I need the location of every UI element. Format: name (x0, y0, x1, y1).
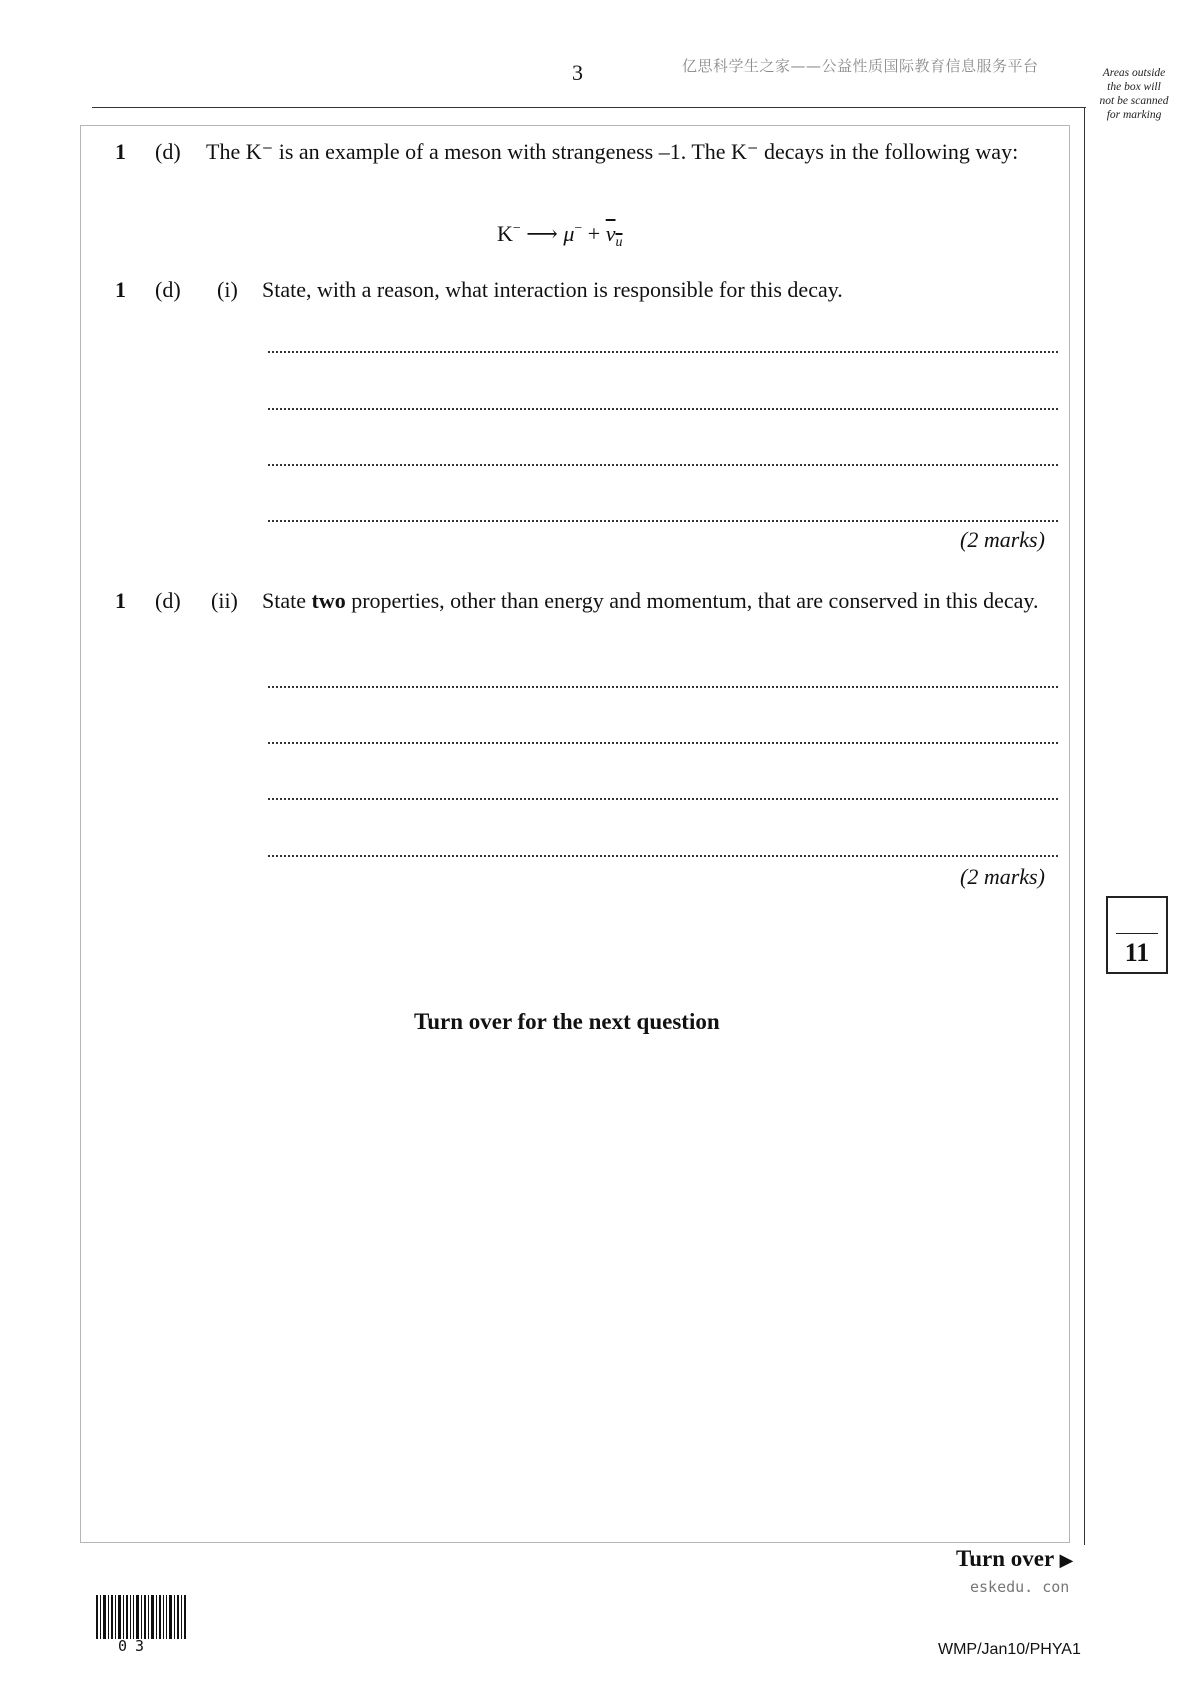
margin-note-line: the box will (1107, 81, 1161, 93)
turn-over-label (956, 1546, 1073, 1572)
turn-over-arrow-icon: ▶ (1059, 1550, 1074, 1570)
answer-line[interactable] (268, 742, 1058, 744)
answer-line[interactable] (268, 520, 1058, 522)
neutrino-subscript: u (615, 235, 623, 250)
question-text-part: properties, other than energy and momentum, that are conserved in this decay. (345, 588, 1039, 613)
marks-label: (2 marks) (960, 864, 1045, 889)
intro-text: The K⁻ is an example of a meson with strangeness –1. The K⁻ decays in the following way: (206, 139, 1019, 164)
marks-label: (2 marks) (960, 527, 1045, 552)
margin-note (1090, 66, 1178, 122)
margin-note-line: for marking (1106, 109, 1162, 121)
paper-code: WMP/Jan10/PHYA1 (938, 1641, 1081, 1658)
margin-note-line: not be scanned (1099, 95, 1169, 107)
score-total: 11 (1124, 938, 1150, 967)
kaon-charge: − (512, 221, 521, 236)
score-box-line (1116, 933, 1158, 934)
question-number: 1 (115, 139, 126, 164)
question-subpart: (ii) (211, 588, 238, 613)
barcode-digits: 03 (118, 1637, 153, 1655)
site-watermark: eskedu. con (970, 1578, 1070, 1596)
answer-line[interactable] (268, 408, 1058, 410)
decay-equation (497, 221, 622, 251)
question-text (262, 587, 1058, 615)
answer-line[interactable] (268, 351, 1058, 353)
top-rule (92, 107, 1086, 108)
watermark-text: 亿思科学生之家——公益性质国际教育信息服务平台 (682, 57, 1039, 75)
question-part: (d) (155, 588, 181, 613)
kaon-symbol: K (497, 221, 513, 246)
question-number: 1 (115, 277, 126, 302)
muon-symbol: μ (563, 221, 575, 246)
turn-over-next-question: Turn over for the next question (414, 1009, 720, 1034)
page-number: 3 (572, 60, 583, 85)
question-text-part: State (262, 588, 312, 613)
neutrino-letter: v (605, 221, 616, 246)
question-number: 1 (115, 588, 126, 613)
antineutrino-symbol (605, 221, 623, 250)
arrow-symbol: ⟶ (526, 221, 558, 246)
plus-symbol: + (587, 221, 601, 246)
muon-charge: − (574, 221, 583, 236)
question-part: (d) (155, 277, 181, 302)
answer-line[interactable] (268, 686, 1058, 688)
barcode-icon (96, 1595, 188, 1639)
margin-note-line: Areas outside (1102, 67, 1166, 79)
right-margin-rule (1084, 107, 1085, 1545)
question-subpart: (i) (217, 277, 238, 302)
question-text: State, with a reason, what interaction is responsible for this decay. (262, 277, 843, 302)
turn-over-text: Turn over (956, 1546, 1054, 1571)
answer-line[interactable] (268, 798, 1058, 800)
question-text-emphasis: two (311, 588, 346, 613)
answer-line[interactable] (268, 464, 1058, 466)
question-part: (d) (155, 139, 181, 164)
answer-area-box (80, 125, 1070, 1543)
answer-line[interactable] (268, 855, 1058, 857)
